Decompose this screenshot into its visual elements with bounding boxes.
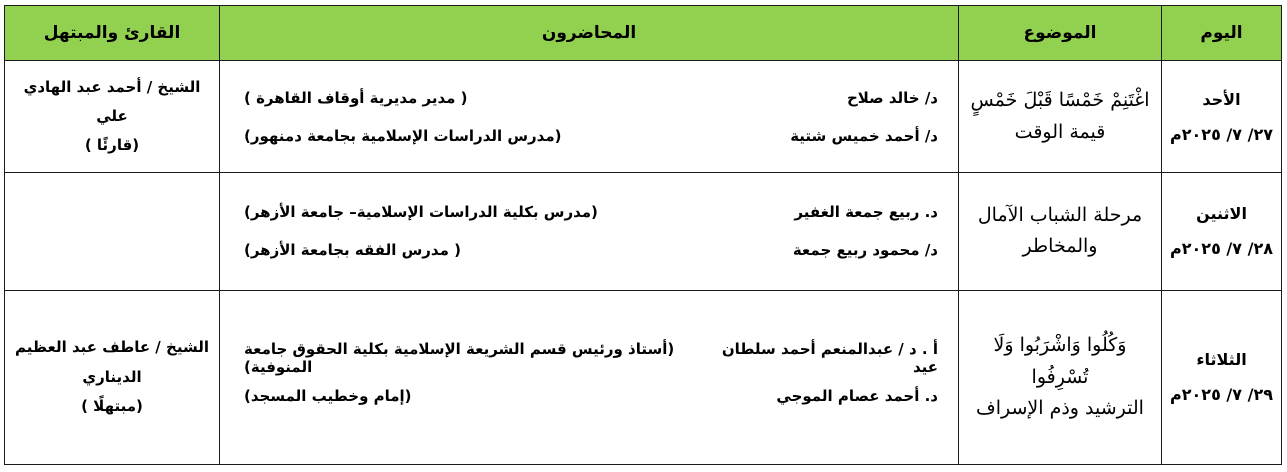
lecturers-cell: [220, 61, 959, 173]
lecturer-line: [220, 339, 958, 377]
reader-cell-empty: [5, 173, 220, 290]
lecturer-line: [220, 117, 958, 155]
day-date: ٢٩/ ٧/ ٢٠٢٥م: [1170, 385, 1273, 405]
topic-line: وَكُلُوا وَاشْرَبُوا وَلَا: [993, 334, 1127, 357]
topic-line: مرحلة الشباب الآمال: [977, 204, 1143, 227]
lecturers-cell: [220, 290, 959, 464]
day-date: ٢٨/ ٧/ ٢٠٢٥م: [1170, 239, 1273, 259]
topic-line: الترشيد وذم الإسراف: [976, 396, 1144, 419]
day-cell: [1162, 61, 1282, 173]
lecturer-line: [220, 193, 958, 231]
lecturer-name: د/ أحمد خميس شتية: [790, 126, 938, 145]
topic-line: تُسْرِفُوا: [1031, 365, 1089, 388]
reader-line: الشيخ / أحمد عبد الهادي: [23, 77, 201, 96]
topic-line: والمخاطر: [1022, 235, 1098, 258]
lecturer-role: (مدرس بكلية الدراسات الإسلامية– جامعة الأزهر): [244, 203, 598, 222]
lecturers-cell: [220, 173, 959, 290]
reader-cell: [5, 61, 220, 173]
header-reader: القارئ والمبتهل: [5, 6, 220, 61]
lecturer-line: [220, 79, 958, 117]
table-row: [5, 290, 1282, 464]
schedule-table: [4, 5, 1282, 465]
lecturer-name: د/ محمود ربيع جمعة: [792, 241, 938, 260]
day-name: الاثنين: [1196, 204, 1247, 224]
table-row: [5, 61, 1282, 173]
day-name: الثلاثاء: [1196, 350, 1247, 370]
lecturer-role: (مدرس الدراسات الإسلامية بجامعة دمنهور): [244, 126, 562, 145]
lecturer-name: د/ خالد صلاح: [846, 88, 938, 107]
day-cell: [1162, 173, 1282, 290]
reader-line: (مبتهلًا ): [81, 396, 143, 415]
table-row: [5, 173, 1282, 290]
lecturer-line: [220, 231, 958, 269]
topic-cell: [959, 173, 1162, 290]
topic-cell: [959, 61, 1162, 173]
reader-line: علي: [96, 107, 128, 125]
header-lecturers: المحاضرون: [220, 6, 959, 61]
lecturer-line: [220, 377, 958, 415]
header-day: اليوم: [1162, 6, 1282, 61]
header-topic: الموضوع: [959, 6, 1162, 61]
reader-line: (قارئًا ): [84, 136, 140, 155]
reader-line: الديناري: [82, 367, 142, 386]
lecturer-role: ( مدرس الفقه بجامعة الأزهر): [244, 241, 461, 260]
lecturer-name: د. ربيع جمعة الغفير: [794, 203, 938, 222]
topic-line: اغْتَنِمْ خَمْسًا قَبْلَ خَمْسٍ: [970, 89, 1150, 112]
reader-cell: [5, 290, 220, 464]
day-name: الأحد: [1202, 89, 1241, 109]
day-cell: [1162, 290, 1282, 464]
lecturer-role: ( مدير مديرية أوقاف القاهرة ): [244, 88, 468, 107]
lecturer-role: (إمام وخطيب المسجد): [244, 387, 412, 406]
lecturer-name: أ . د / عبدالمنعم أحمد سلطان عيد: [721, 340, 938, 377]
day-date: ٢٧/ ٧/ ٢٠٢٥م: [1170, 124, 1273, 144]
lecturer-role: (أستاذ ورئيس قسم الشريعة الإسلامية بكلية الحقوق جامعة المنوفية): [244, 340, 675, 377]
lecturer-name: د. أحمد عصام الموجي: [776, 387, 938, 406]
header-row: [5, 6, 1282, 61]
topic-line: قيمة الوقت: [1014, 120, 1106, 143]
reader-line: الشيخ / عاطف عبد العظيم: [15, 338, 209, 357]
topic-cell: [959, 290, 1162, 464]
